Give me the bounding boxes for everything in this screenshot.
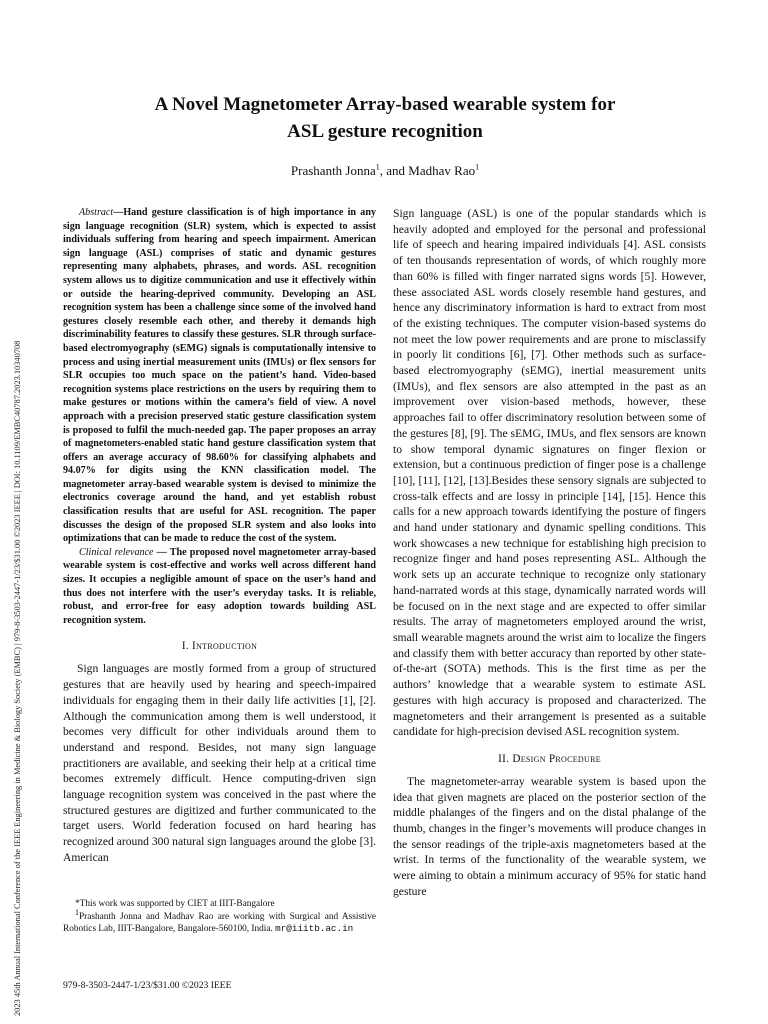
paper-title xyxy=(90,91,680,145)
relevance-text: The proposed novel magnetometer array-based wearable system is cost-effective and works well across different hand sizes. It occupies a negligible amount of space on the user’s hand and thus does not interfere with the user’s everyday tasks. It is reliable, robust, and error-free for easy adoption towards building ASL recognition system. xyxy=(63,546,376,626)
author-line xyxy=(90,161,680,181)
funding-footnote: *This work was supported by CIET at IIIT-Bangalore xyxy=(75,899,275,909)
affiliation-footnote xyxy=(63,907,376,936)
affiliation-mark: 1 xyxy=(375,162,380,172)
author-name: Madhav Rao xyxy=(408,163,476,178)
author-separator: , and xyxy=(379,163,409,178)
abstract-dash: — xyxy=(113,207,124,218)
section-heading-design-procedure: II. Design Procedure xyxy=(498,752,601,765)
title-line-2: ASL gesture recognition xyxy=(287,121,483,142)
author-name: Prashanth Jonna xyxy=(290,163,376,178)
side-doi-identifier: 2023 45th Annual International Conference of the IEEE Engineering in Medicine & Biology Society (EMBC) | 979-8-3503-2447-1/23/$31.00 ©2023 IEEE | DOI: 10.1109/EMBC40787.2023.10340708 xyxy=(13,340,22,1016)
introduction-paragraph: Sign languages are mostly formed from a group of structured gestures that are heavily used by hearing and speech-impaired individuals for engaging them in their daily life activities [1], [2]. Although the communication among them is well understood, it becomes very difficult for other individuals around them to understand and respond. Besides, not many sign language practitioners are available, and seeking their help at a critical time becomes extremely difficult. Hence computing-driven sign language recognition system was conceived in the past where the structured gestures are digitized and further communicated to the target users. World federation focused on hard hearing has recognized around 300 natural sign languages around the globe [3]. American xyxy=(63,662,376,864)
abstract-label: Abstract xyxy=(79,207,114,218)
section-heading-introduction: I. Introduction xyxy=(181,640,258,653)
author-email: mr@iiitb.ac.in xyxy=(275,923,354,935)
introduction-continued-paragraph: Sign language (ASL) is one of the popular standards which is heavily adopted and employed for the personal and professional life of speech and hearing impaired individuals [4]. ASL consists of ten thousands representation of words, of which roughly more than 60% is filled with finger narrated signs words [5]. However, these associated ASL words closely resemble hand gestures, and hence any discriminatory information is hard to extract from most of the existing techniques. The computer vision-based systems do not meet the low power requirements and are prone to misclassify in poorly lit conditions [6], [7]. Other methods such as surface-based electromyography (sEMG), inertial measurement units (IMUs), and flex sensors are also attempted in the past as an improvement over vision-based methods, however, these approaches fail to offer discriminatory resolution between some of the gestures [8], [9]. The sEMG, IMUs, and flex sensors are known to show temporal dynamic signatures on finger flexion or extension, but a continuous prediction of finger pose is a challenge [10], [11], [12], [13].Besides these sensory signals are subjected to cross-talk effects and are lossy in principle [14], [15]. Hence this calls for a new approach towards identifying the posture of fingers and hand under stationary and dynamic spelling conditions. This work showcases a new technique for establishing high precision to recognize finger and hand poses representing ASL. Although the work sets up an accurate technique to recognize only stationary hand-narrated words at this stage, dynamically narrated words will be focused on in the next stage and are expected to offer similar results. The array of magnetometers employed around the wrist, small wearable magnets around the wrist aim to localize the fingers and classify them with better accuracy than reported by other state-of-the-art (SOTA) methods. This is the first time as per the authors’ knowledge that a wearable system to estimate ASL gestures with high accuracy is proposed and characterized. The magnetometers and their arrangement is presented as a suitable candidate for high-precision devised ASL recognition system. xyxy=(393,207,706,739)
title-line-1: A Novel Magnetometer Array-based wearable system for xyxy=(154,94,616,115)
affiliation-mark: 1 xyxy=(475,162,480,172)
design-procedure-paragraph: The magnetometer-array wearable system is based upon the idea that given magnets are placed on the posterior section of the middle phalanges of the fingers and on the distal phalange of the thumb, changes in the finger’s movements will produce changes in the sensor readings of the triple-axis magnetometers based at the wrist. In terms of the functionality of the wearable system, we were aiming to obtain a minimum accuracy of 95% for static hand gesture xyxy=(393,774,706,898)
left-column xyxy=(63,206,376,866)
affiliation-mark: 1 xyxy=(75,907,79,917)
relevance-dash: — xyxy=(153,546,170,558)
affiliation-text: Prashanth Jonna and Madhav Rao are working with Surgical and Assistive Robotics Lab, IIIT-Bangalore, Bangalore-560100, India. xyxy=(63,911,376,935)
footnotes xyxy=(63,898,376,936)
abstract xyxy=(63,206,376,546)
abstract-text: Hand gesture classification is of high importance in any sign language recognition (SLR) system, which is expected to assist individuals suffering from hearing and speech impairment. American sign language (ASL) comprises of static and dynamic gestures representing many alphabets, phrases, and words. ASL recognition system allows us to digitize communication and use it effectively within or outside the hearing-deprived community. Developing an ASL recognition system has been a challenge since some of the involved hand gestures closely resemble each other, and thereby it demands high discriminability features to classify these gestures. SLR through surface-based electromyography (sEMG) signals is computationally intensive to process and using inertial measurement units (IMUs) or flex sensors for SLR occupies too much space on the patient’s hand. Video-based recognition systems place restrictions on the users by requiring them to make gestures or motions within the camera’s field of view. A novel approach with a precision preserved static gesture classification system is proposed to fulfil the much-needed gap. The paper proposes an array of magnetometers-enabled static hand gesture classification system that offers an average accuracy of 98.60% for classifying alphabets and 94.07% for digits using the KNN classification model. The magnetometer array-based wearable system is devised to minimize the electronics coverage around the hand, and yet establish robust classification results that are useful for ASL recognition. The paper discusses the design of the proposed SLR system and also looks into optimizations that can be made to reduce the cost of the system. xyxy=(63,207,376,545)
relevance-label: Clinical relevance xyxy=(79,546,154,558)
clinical-relevance xyxy=(63,546,376,628)
page-footer-copyright: 979-8-3503-2447-1/23/$31.00 ©2023 IEEE xyxy=(63,980,232,991)
right-column xyxy=(393,206,706,900)
